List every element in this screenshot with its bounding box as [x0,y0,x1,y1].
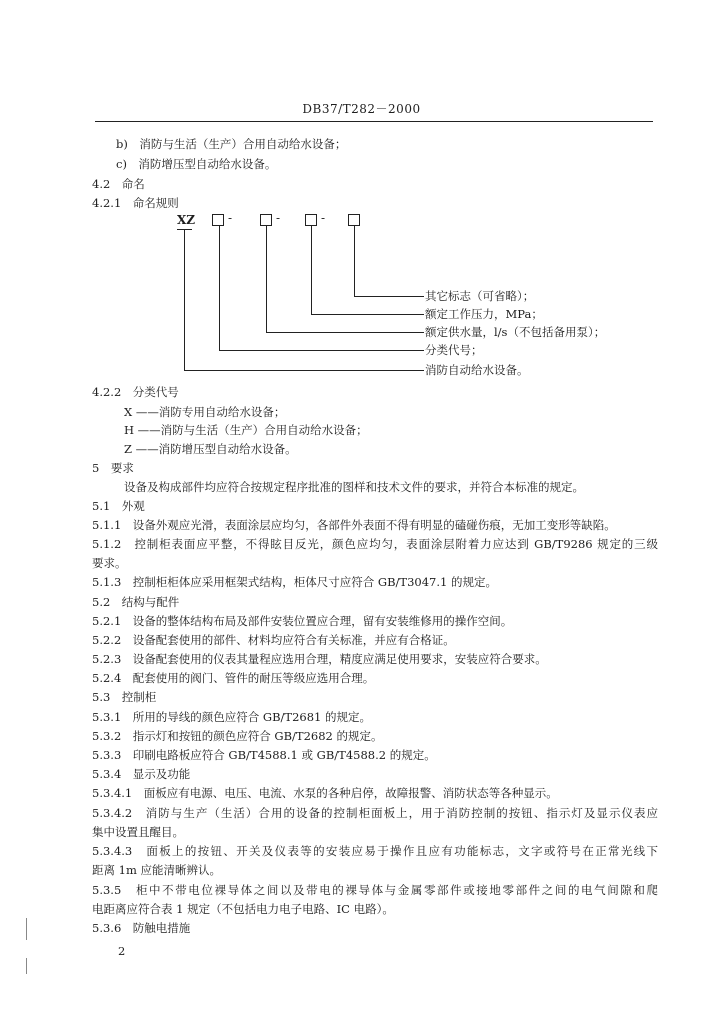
leader-h-4 [354,296,424,297]
clause-5-3-1: 5.3.1 所用的导线的颜色应符合 GB/T2681 的规定。 [92,710,372,724]
clause-5-3-4-1: 5.3.4.1 面板应有电源、电压、电流、水泵的各种启停，故障报警、消防状态等各种显示。 [92,786,558,800]
code-box-3 [305,214,317,226]
leader-v-4 [354,226,355,296]
clause-5-3-5-line-1: 5.3.5 柜中不带电位裸导体之间以及带电的裸导体与金属零部件或接地零部件之间的电气间隙和爬 [92,883,658,897]
label-rated-pressure: 额定工作压力，MPa； [425,307,543,321]
leader-h-3 [311,314,424,315]
label-category-code: 分类代号； [425,343,483,357]
clause-5-1-1: 5.1.1 设备外观应光滑，表面涂层应均匀，各部件外表面不得有明显的磕碰伤痕，无加工变形等缺陷。 [92,518,616,532]
leader-h-1 [219,350,424,351]
leader-v-3 [311,226,312,314]
label-fire-water-equipment: 消防自动给水设备。 [425,363,529,377]
section-4-2-2-heading: 4.2.2 分类代号 [92,385,179,399]
leader-v-0 [184,229,185,370]
dash-3: - [321,211,326,225]
clause-5-1-2-line-1: 5.1.2 控制柜表面应平整，不得眩目反光，颜色应均匀，表面涂层附着力应达到 GB/T9286 规定的三级 [92,537,658,551]
section-5-intro: 设备及构成部件均应符合按规定程序批准的图样和技术文件的要求，并符合本标准的规定。 [124,480,584,494]
clause-5-1-2-line-2: 要求。 [92,556,127,570]
clause-5-3-4-2-line-2: 集中设置且醒目。 [92,825,184,839]
model-prefix: XZ [177,213,196,227]
label-other-marks: 其它标志（可省略）； [425,289,535,303]
clause-5-3-4-3-line-1: 5.3.4.3 面板上的按钮、开关及仪表等的安装应易于操作且应有功能标志，文字或符号在正常光线下 [92,844,658,858]
section-4-2-heading: 4.2 命名 [92,177,145,191]
header-rule [95,121,653,122]
section-5-3-heading: 5.3 控制柜 [92,690,157,704]
leader-v-2 [266,226,267,332]
list-item-c: c) 消防增压型自动给水设备。 [116,157,277,171]
code-box-2 [260,214,272,226]
leader-v-1 [219,226,220,350]
code-x: X ——消防专用自动给水设备； [124,405,286,419]
section-5-2-heading: 5.2 结构与配件 [92,595,180,609]
clause-5-2-1: 5.2.1 设备的整体结构布局及部件安装位置应合理，留有安装维修用的操作空间。 [92,614,513,628]
clause-5-1-3: 5.1.3 控制柜柜体应采用框架式结构，柜体尺寸应符合 GB/T3047.1 的规定。 [92,575,497,589]
scan-edge-mark [26,918,27,940]
dash-2: - [276,211,281,225]
code-h: H ——消防与生活（生产）合用自动给水设备； [124,423,368,437]
section-5-heading: 5 要求 [92,461,134,475]
clause-5-2-2: 5.2.2 设备配套使用的部件、材料均应符合有关标准，并应有合格证。 [92,633,455,647]
scan-edge-mark [26,958,27,974]
dash-1: - [228,211,233,225]
leader-h-2 [266,332,424,333]
standard-code: DB37/T282－2000 [302,102,421,116]
leader-h-0 [184,370,424,371]
code-z: Z ——消防增压型自动给水设备。 [124,442,297,456]
clause-5-3-6-heading: 5.3.6 防触电措施 [92,921,191,935]
clause-5-2-4: 5.2.4 配套使用的阀门、管件的耐压等级应选用合理。 [92,671,375,685]
label-rated-flow: 额定供水量，l/s（不包括备用泵）； [425,325,606,339]
clause-5-3-3: 5.3.3 印刷电路板应符合 GB/T4588.1 或 GB/T4588.2 的规定。 [92,748,436,762]
section-5-1-heading: 5.1 外观 [92,499,145,513]
clause-5-3-5-line-2: 电距离应符合表 1 规定（不包括电力电子电路、IC 电路）。 [92,902,394,916]
clause-5-2-3: 5.2.3 设备配套使用的仪表其量程应选用合理，精度应满足使用要求，安装应符合要求。 [92,652,547,666]
clause-5-3-4-heading: 5.3.4 显示及功能 [92,767,191,781]
code-box-1 [212,214,224,226]
code-box-4 [348,214,360,226]
clause-5-3-4-2-line-1: 5.3.4.2 消防与生产（生活）合用的设备的控制柜面板上，用于消防控制的按钮、指示灯及显示仪表应 [92,806,658,820]
list-item-b: b) 消防与生活（生产）合用自动给水设备； [116,137,347,151]
clause-5-3-2: 5.3.2 指示灯和按钮的颜色应符合 GB/T2682 的规定。 [92,729,383,743]
clause-5-3-4-3-line-2: 距离 1m 应能清晰辨认。 [92,863,222,877]
page-number: 2 [118,944,126,958]
section-4-2-1-heading: 4.2.1 命名规则 [92,196,179,210]
